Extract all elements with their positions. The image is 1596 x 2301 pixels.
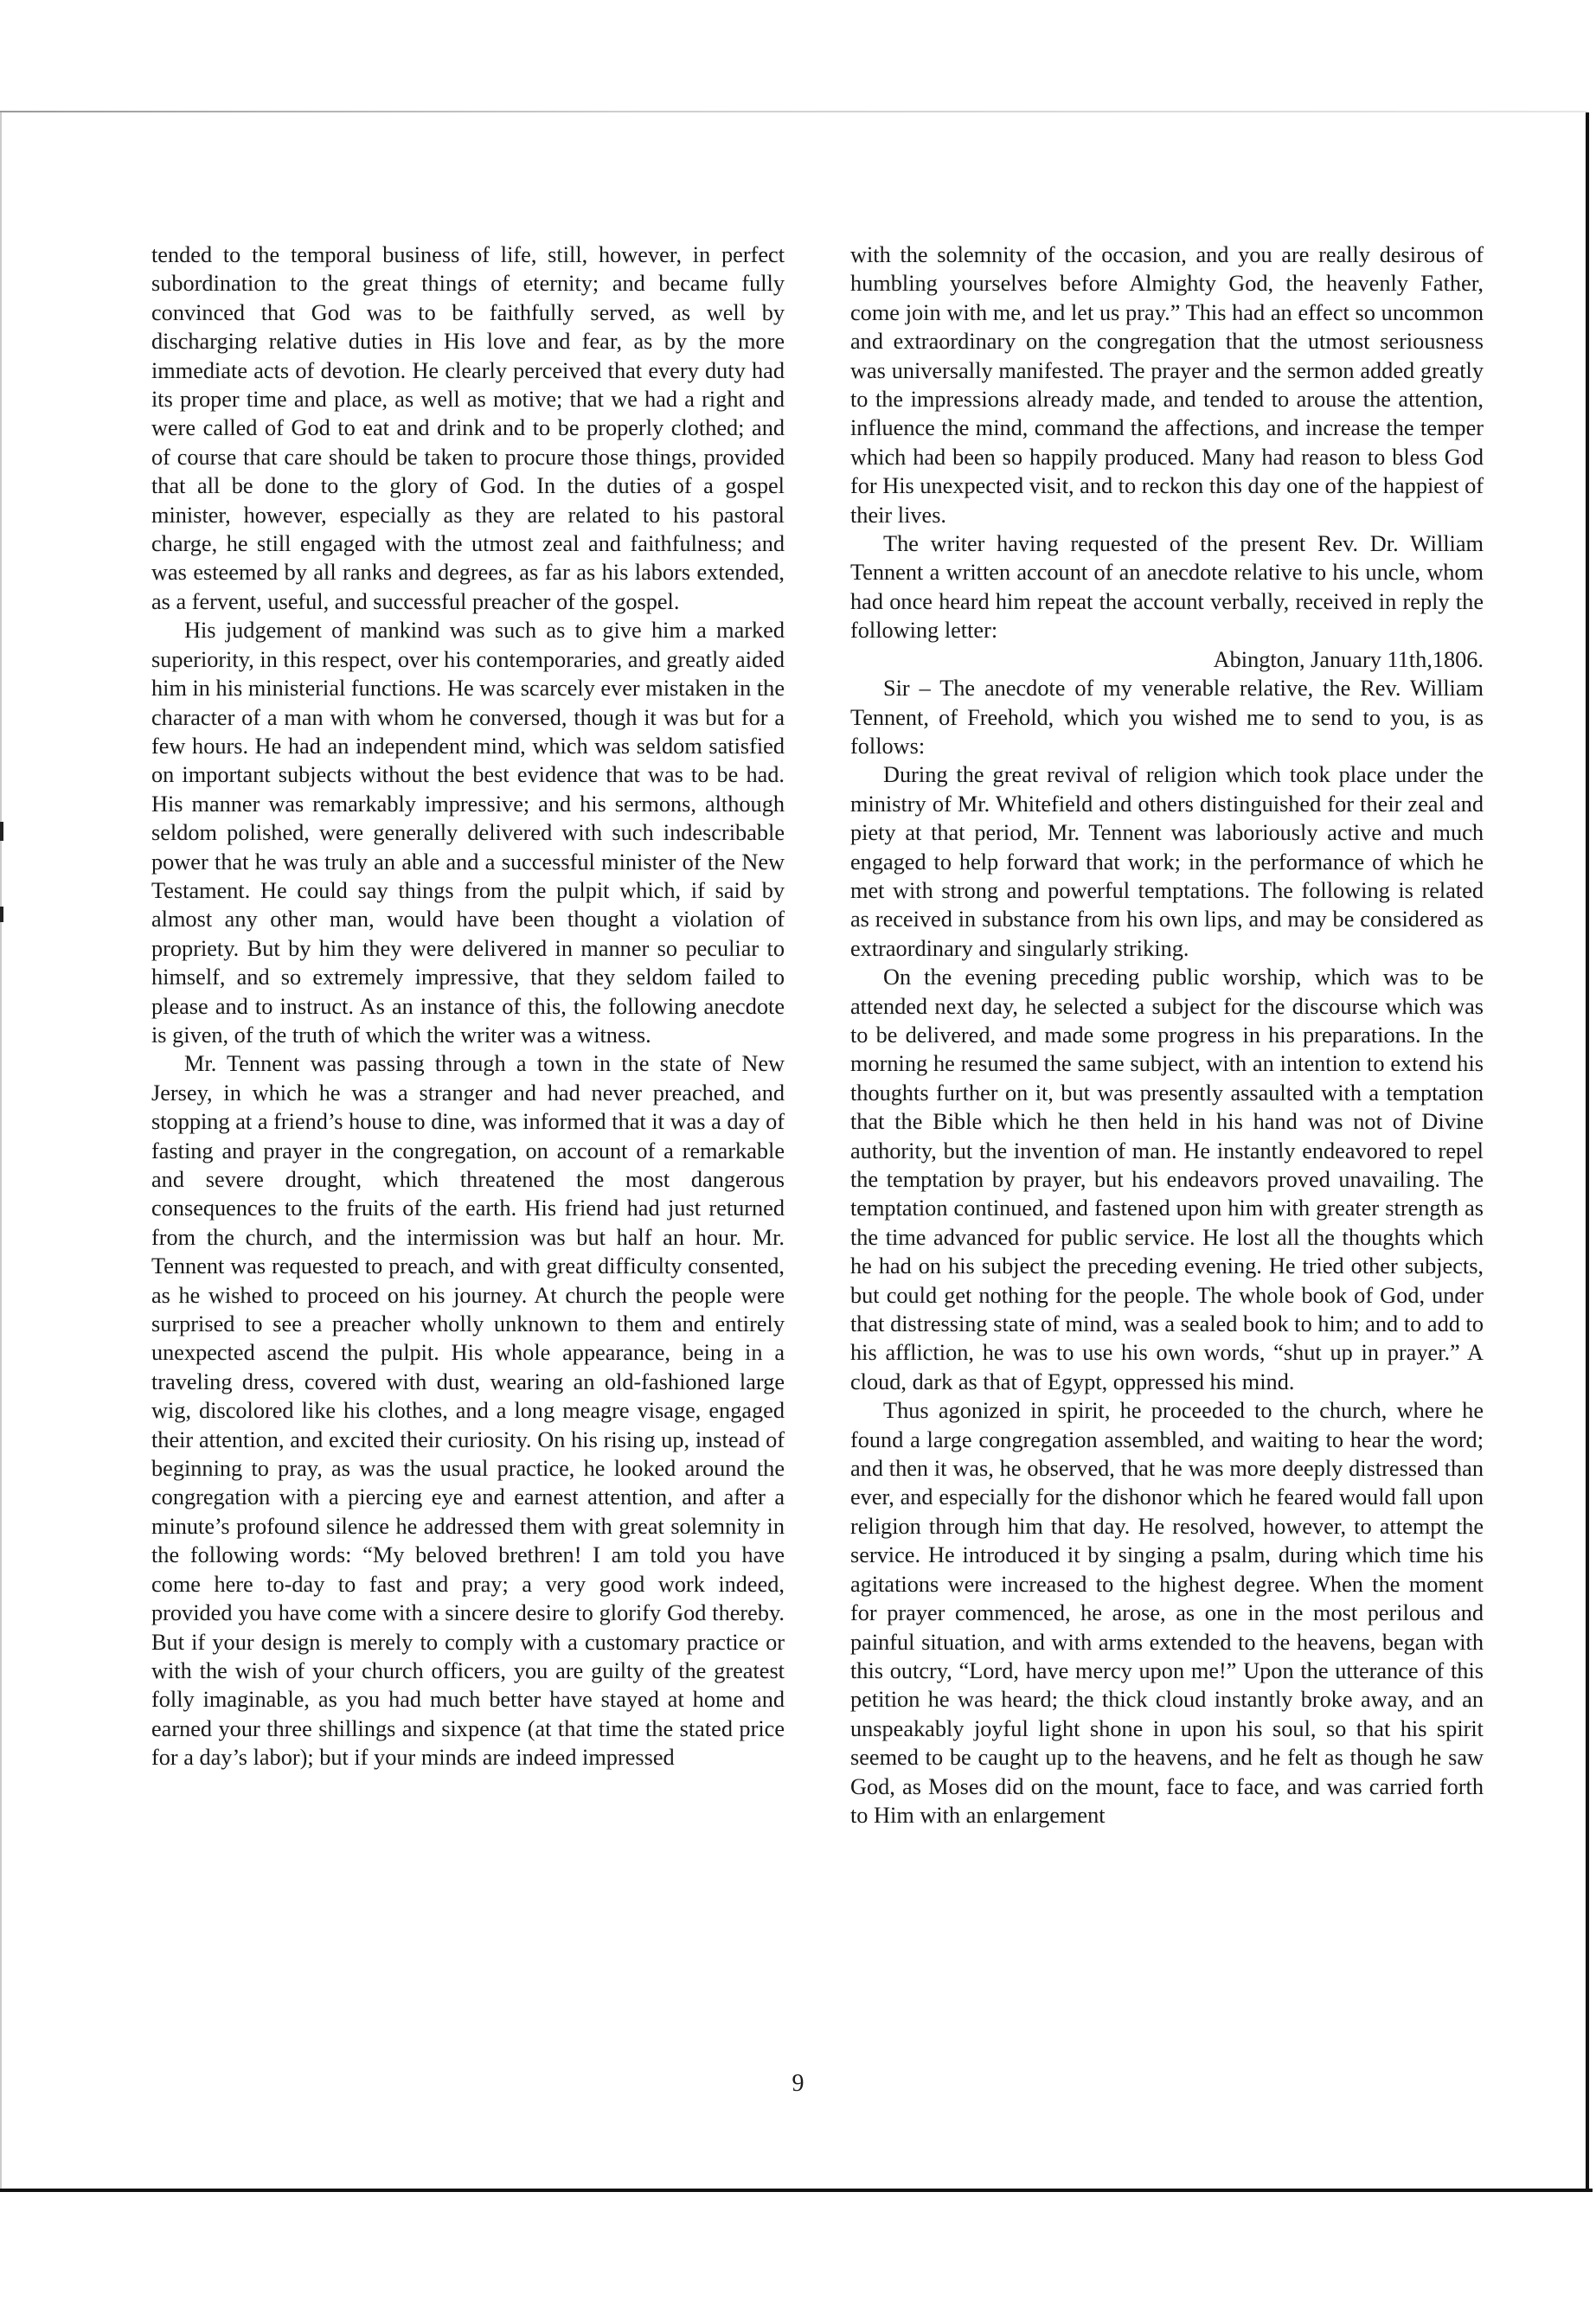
scan-margin-mark (0, 822, 3, 841)
scan-edge-bottom (0, 2189, 1593, 2192)
letter-paragraph: On the evening preceding public worship, which was to be attended next day, he selected a subject for the discourse which was to be delivered, and made some progress in his preparations. In the morning he resumed the same subject, with an intention to extend his thoughts further on it, but was presently assaulted with a temptation that the Bible which he then held in his hand was not of Divine authority, but the invention of man. He instantly endeavored to repel the temptation by prayer, but his endeavors proved unavailing. The temptation continued, and fastened upon him with greater strength as the time advanced for public service. He lost all the thoughts which he had on his subject the preceding evening. He tried other subjects, but could get nothing for the people. The whole book of God, under that distressing state of mind, was a sealed book to him; and to add to his affliction, he was to use his own words, “shut up in prayer.” A cloud, dark as that of Egypt, oppressed his mind. (850, 965, 1484, 1394)
letter-paragraph: Sir – The anecdote of my venerable relative, the Rev. William Tennent, of Freehold, which you wished me to send to you, is as follows: (850, 676, 1484, 759)
letter-dateline: Abington, January 11th,1806. (1213, 646, 1484, 672)
scan-margin-mark (0, 907, 3, 922)
paragraph: with the solemnity of the occasion, and you are really desirous of humbling yourselves before Almighty God, the heavenly Father, come join with me, and let us pray.” This had an effect so uncommon and extraordinary on the congregation that the utmost seriousness was universally manifested. The prayer and the sermon added greatly to the impressions already made, and tended to arouse the attention, influence the mind, command the affections, and increase the temper which had been so happily produced. Many had reason to bless God for His unexpected visit, and to reckon this day one of the happiest of their lives. (850, 242, 1484, 528)
page-number: 9 (792, 2070, 804, 2097)
scan-edge-top (0, 111, 1588, 112)
scan-edge-left (0, 112, 2, 2189)
left-column (151, 240, 785, 1772)
right-column (850, 240, 1484, 1830)
paragraph: His judgement of mankind was such as to give him a marked superiority, in this respect, over his contemporaries, and greatly aided him in his ministerial functions. He was scarcely ever mistaken in the character of a man with whom he conversed, though it was but for a few hours. He had an independent mind, which was seldom satisfied on important subjects without the best evidence that was to be had. His manner was remarkably impressive; and his sermons, although seldom polished, were generally delivered with such indescribable power that he was truly an able and a successful minister of the New Testament. He could say things from the pulpit which, if said by almost any other man, would have been thought a violation of propriety. But by him they were delivered in manner so peculiar to himself, and so extremely impressive, that they seldom failed to please and to instruct. As an instance of this, the following anecdote is given, of the truth of which the writer was a witness. (151, 618, 785, 1048)
letter-paragraph: Thus agonized in spirit, he proceeded to the church, where he found a large congregation assembled, and waiting to hear the word; and then it was, he observed, that he was more deeply distressed than ever, and especially for the dishonor which he feared would fall upon religion through him that day. He resolved, however, to attempt the service. He introduced it by singing a psalm, during which time his agitations were increased to the highest degree. When the moment for prayer commenced, he arose, as one in the most perilous and painful situation, and with arms extended to the heavens, began with this outcry, “Lord, have mercy upon me!” Upon the utterance of this petition he was heard; the thick cloud instantly broke away, and an unspeakably joyful light shone in upon his soul, so that his spirit seemed to be caught up to the heavens, and he felt as though he saw God, as Moses did on the mount, face to face, and was carried forth to Him with an enlargement (850, 1398, 1484, 1828)
paragraph: The writer having requested of the present Rev. Dr. William Tennent a written account of an anecdote relative to his uncle, whom had once heard him repeat the account verbally, received in reply the following letter: (850, 531, 1484, 644)
paragraph: Mr. Tennent was passing through a town in the state of New Jersey, in which he was a stranger and had never preached, and stopping at a friend’s house to dine, was informed that it was a day of fasting and prayer in the congregation, on account of a remarkable and severe drought, which threatened the most dangerous consequences to the fruits of the earth. His friend had just returned from the church, and the intermission was but half an hour. Mr. Tennent was requested to preach, and with great difficulty consented, as he wished to proceed on his journey. At church the people were surprised to see a preacher wholly unknown to them and entirely unexpected ascend the pulpit. His whole appearance, being in a traveling dress, covered with dust, wearing an old-fashioned large wig, discolored like his clothes, and a long meagre visage, engaged their attention, and excited their curiosity. On his rising up, instead of beginning to pray, as was the usual practice, he looked around the congregation with a piercing eye and earnest attention, and after a minute’s profound silence he addressed them with great solemnity in the following words: “My beloved brethren! I am told you have come here to-day to fast and pray; a very good work indeed, provided you have come with a sincere desire to glorify God thereby. But if your design is merely to comply with a customary practice or with the wish of your church officers, you are guilty of the greatest folly imaginable, as you had much better have stayed at home and earned your three shillings and sixpence (at that time the stated price for a day’s labor); but if your minds are indeed impressed (151, 1051, 785, 1771)
paragraph: tended to the temporal business of life, still, however, in perfect subordination to the great things of eternity; and became fully convinced that God was to be faithfully served, as well by discharging relative duties in His love and fear, as by the more immediate acts of devotion. He clearly perceived that every duty had its proper time and place, as well as motive; that we had a right and were called of God to eat and drink and to be properly clothed; and of course that care should be taken to procure those things, provided that all be done to the glory of God. In the duties of a gospel minister, however, especially as they are related to his pastoral charge, he still engaged with the utmost zeal and faithfulness; and was esteemed by all ranks and degrees, as far as his labors extended, as a fervent, useful, and successful preacher of the gospel. (151, 242, 785, 614)
letter-paragraph: During the great revival of religion which took place under the ministry of Mr. Whitefield and others distinguished for their zeal and piety at that period, Mr. Tennent was laboriously active and much engaged to help forward that work; in the performance of which he met with strong and powerful temptations. The following is related as received in substance from his own lips, and may be considered as extraordinary and singularly striking. (850, 762, 1484, 961)
scan-edge-right (1586, 112, 1589, 2189)
